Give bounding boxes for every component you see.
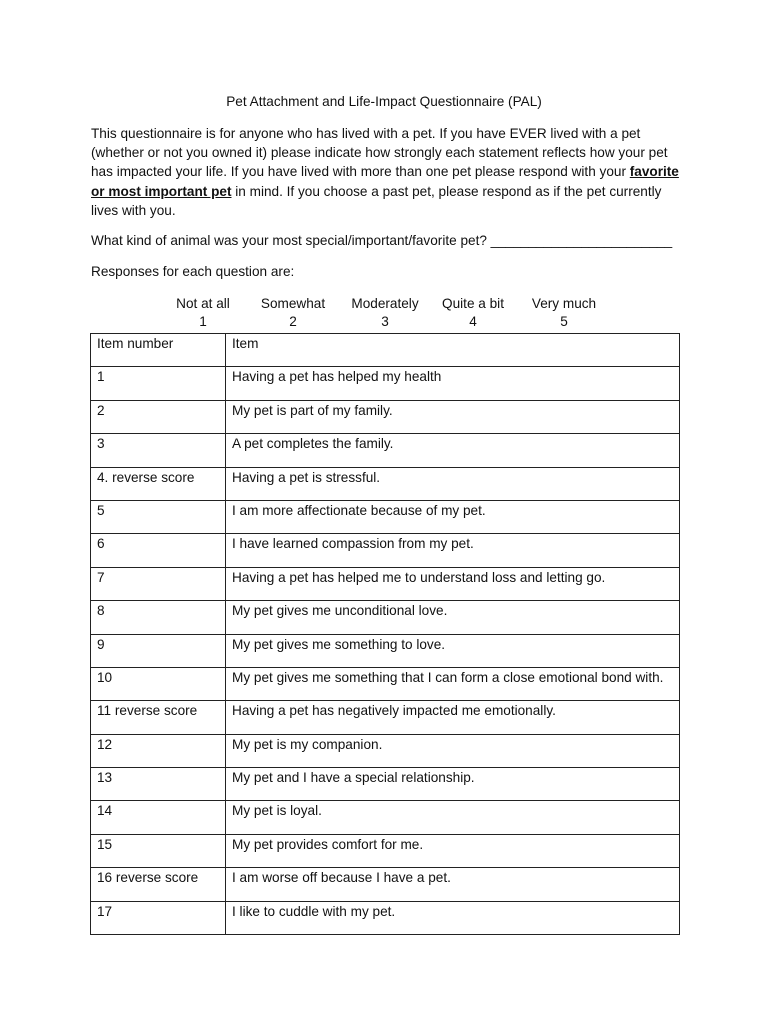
- scale-label: Somewhat: [260, 296, 326, 311]
- table-row: [91, 567, 680, 600]
- item-text-cell: My pet is my companion.: [226, 734, 680, 767]
- table-row: [91, 834, 680, 867]
- table-row: [91, 367, 680, 400]
- intro-text-end: in mind. If you choose a past pet, please respond as if the pet currently lives with you.: [91, 183, 662, 218]
- item-number-cell: 1: [91, 367, 226, 400]
- item-number-cell: 15: [91, 834, 226, 867]
- table-row: [91, 768, 680, 801]
- table-row: [91, 467, 680, 500]
- scale-label: Very much: [531, 296, 597, 311]
- header-item-number: Item number: [91, 334, 226, 367]
- item-text-cell: Having a pet has helped my health: [226, 367, 680, 400]
- scale-value: 1: [199, 314, 207, 329]
- header-item: Item: [226, 334, 680, 367]
- item-text-cell: My pet gives me something to love.: [226, 634, 680, 667]
- item-text-cell: My pet provides comfort for me.: [226, 834, 680, 867]
- table-row: [91, 701, 680, 734]
- scale-value: 4: [469, 314, 477, 329]
- item-number-cell: 13: [91, 768, 226, 801]
- scale-label: Moderately: [351, 296, 419, 311]
- item-number-cell: 8: [91, 601, 226, 634]
- scale-value: 5: [560, 314, 568, 329]
- table-row: [91, 868, 680, 901]
- item-number-cell: 14: [91, 801, 226, 834]
- table-header-row: [91, 334, 680, 367]
- item-number-cell: 7: [91, 567, 226, 600]
- intro-emphasis: favorite or most important pet: [91, 164, 679, 199]
- item-text-cell: My pet gives me something that I can form a close emotional bond with.: [226, 667, 680, 700]
- item-text-cell: Having a pet has helped me to understand loss and letting go.: [226, 567, 680, 600]
- item-number-cell: 3: [91, 434, 226, 467]
- page-title: Pet Attachment and Life-Impact Questionnaire (PAL): [226, 94, 542, 109]
- table-row: [91, 634, 680, 667]
- table-row: [91, 667, 680, 700]
- item-number-cell: 11 reverse score: [91, 701, 226, 734]
- item-text-cell: My pet gives me unconditional love.: [226, 601, 680, 634]
- intro-text-start: This questionnaire is for anyone who has lived with a pet. If you have EVER lived with a pet (whether or not you owned it) please indicate how strongly each statement reflects how your pet has impacted your life. If you have lived with more than one pet please respond with your: [91, 126, 668, 180]
- item-number-cell: 17: [91, 901, 226, 934]
- item-number-cell: 2: [91, 400, 226, 433]
- item-text-cell: I have learned compassion from my pet.: [226, 534, 680, 567]
- responses-label: Responses for each question are:: [91, 264, 295, 279]
- item-number-cell: 16 reverse score: [91, 868, 226, 901]
- item-number-cell: 12: [91, 734, 226, 767]
- scale-option-5: [509, 295, 619, 331]
- scale-value: 3: [381, 314, 389, 329]
- item-number-cell: 4. reverse score: [91, 467, 226, 500]
- item-number-cell: 5: [91, 500, 226, 533]
- table-row: [91, 400, 680, 433]
- item-number-cell: 9: [91, 634, 226, 667]
- item-text-cell: My pet is loyal.: [226, 801, 680, 834]
- item-number-cell: 6: [91, 534, 226, 567]
- table-row: [91, 801, 680, 834]
- pet-type-question: What kind of animal was your most special/important/favorite pet? ________________________: [91, 233, 673, 248]
- scale-value: 2: [289, 314, 297, 329]
- item-text-cell: I am worse off because I have a pet.: [226, 868, 680, 901]
- items-table: [90, 333, 680, 935]
- table-row: [91, 734, 680, 767]
- table-row: [91, 534, 680, 567]
- table-row: [91, 901, 680, 934]
- scale-label: Quite a bit: [442, 296, 504, 311]
- item-text-cell: Having a pet has negatively impacted me emotionally.: [226, 701, 680, 734]
- item-text-cell: A pet completes the family.: [226, 434, 680, 467]
- scale-label: Not at all: [176, 296, 230, 311]
- table-row: [91, 500, 680, 533]
- item-number-cell: 10: [91, 667, 226, 700]
- item-text-cell: I am more affectionate because of my pet.: [226, 500, 680, 533]
- table-row: [91, 434, 680, 467]
- intro-paragraph: [91, 124, 691, 220]
- table-row: [91, 601, 680, 634]
- item-text-cell: Having a pet is stressful.: [226, 467, 680, 500]
- item-text-cell: I like to cuddle with my pet.: [226, 901, 680, 934]
- item-text-cell: My pet is part of my family.: [226, 400, 680, 433]
- item-text-cell: My pet and I have a special relationship.: [226, 768, 680, 801]
